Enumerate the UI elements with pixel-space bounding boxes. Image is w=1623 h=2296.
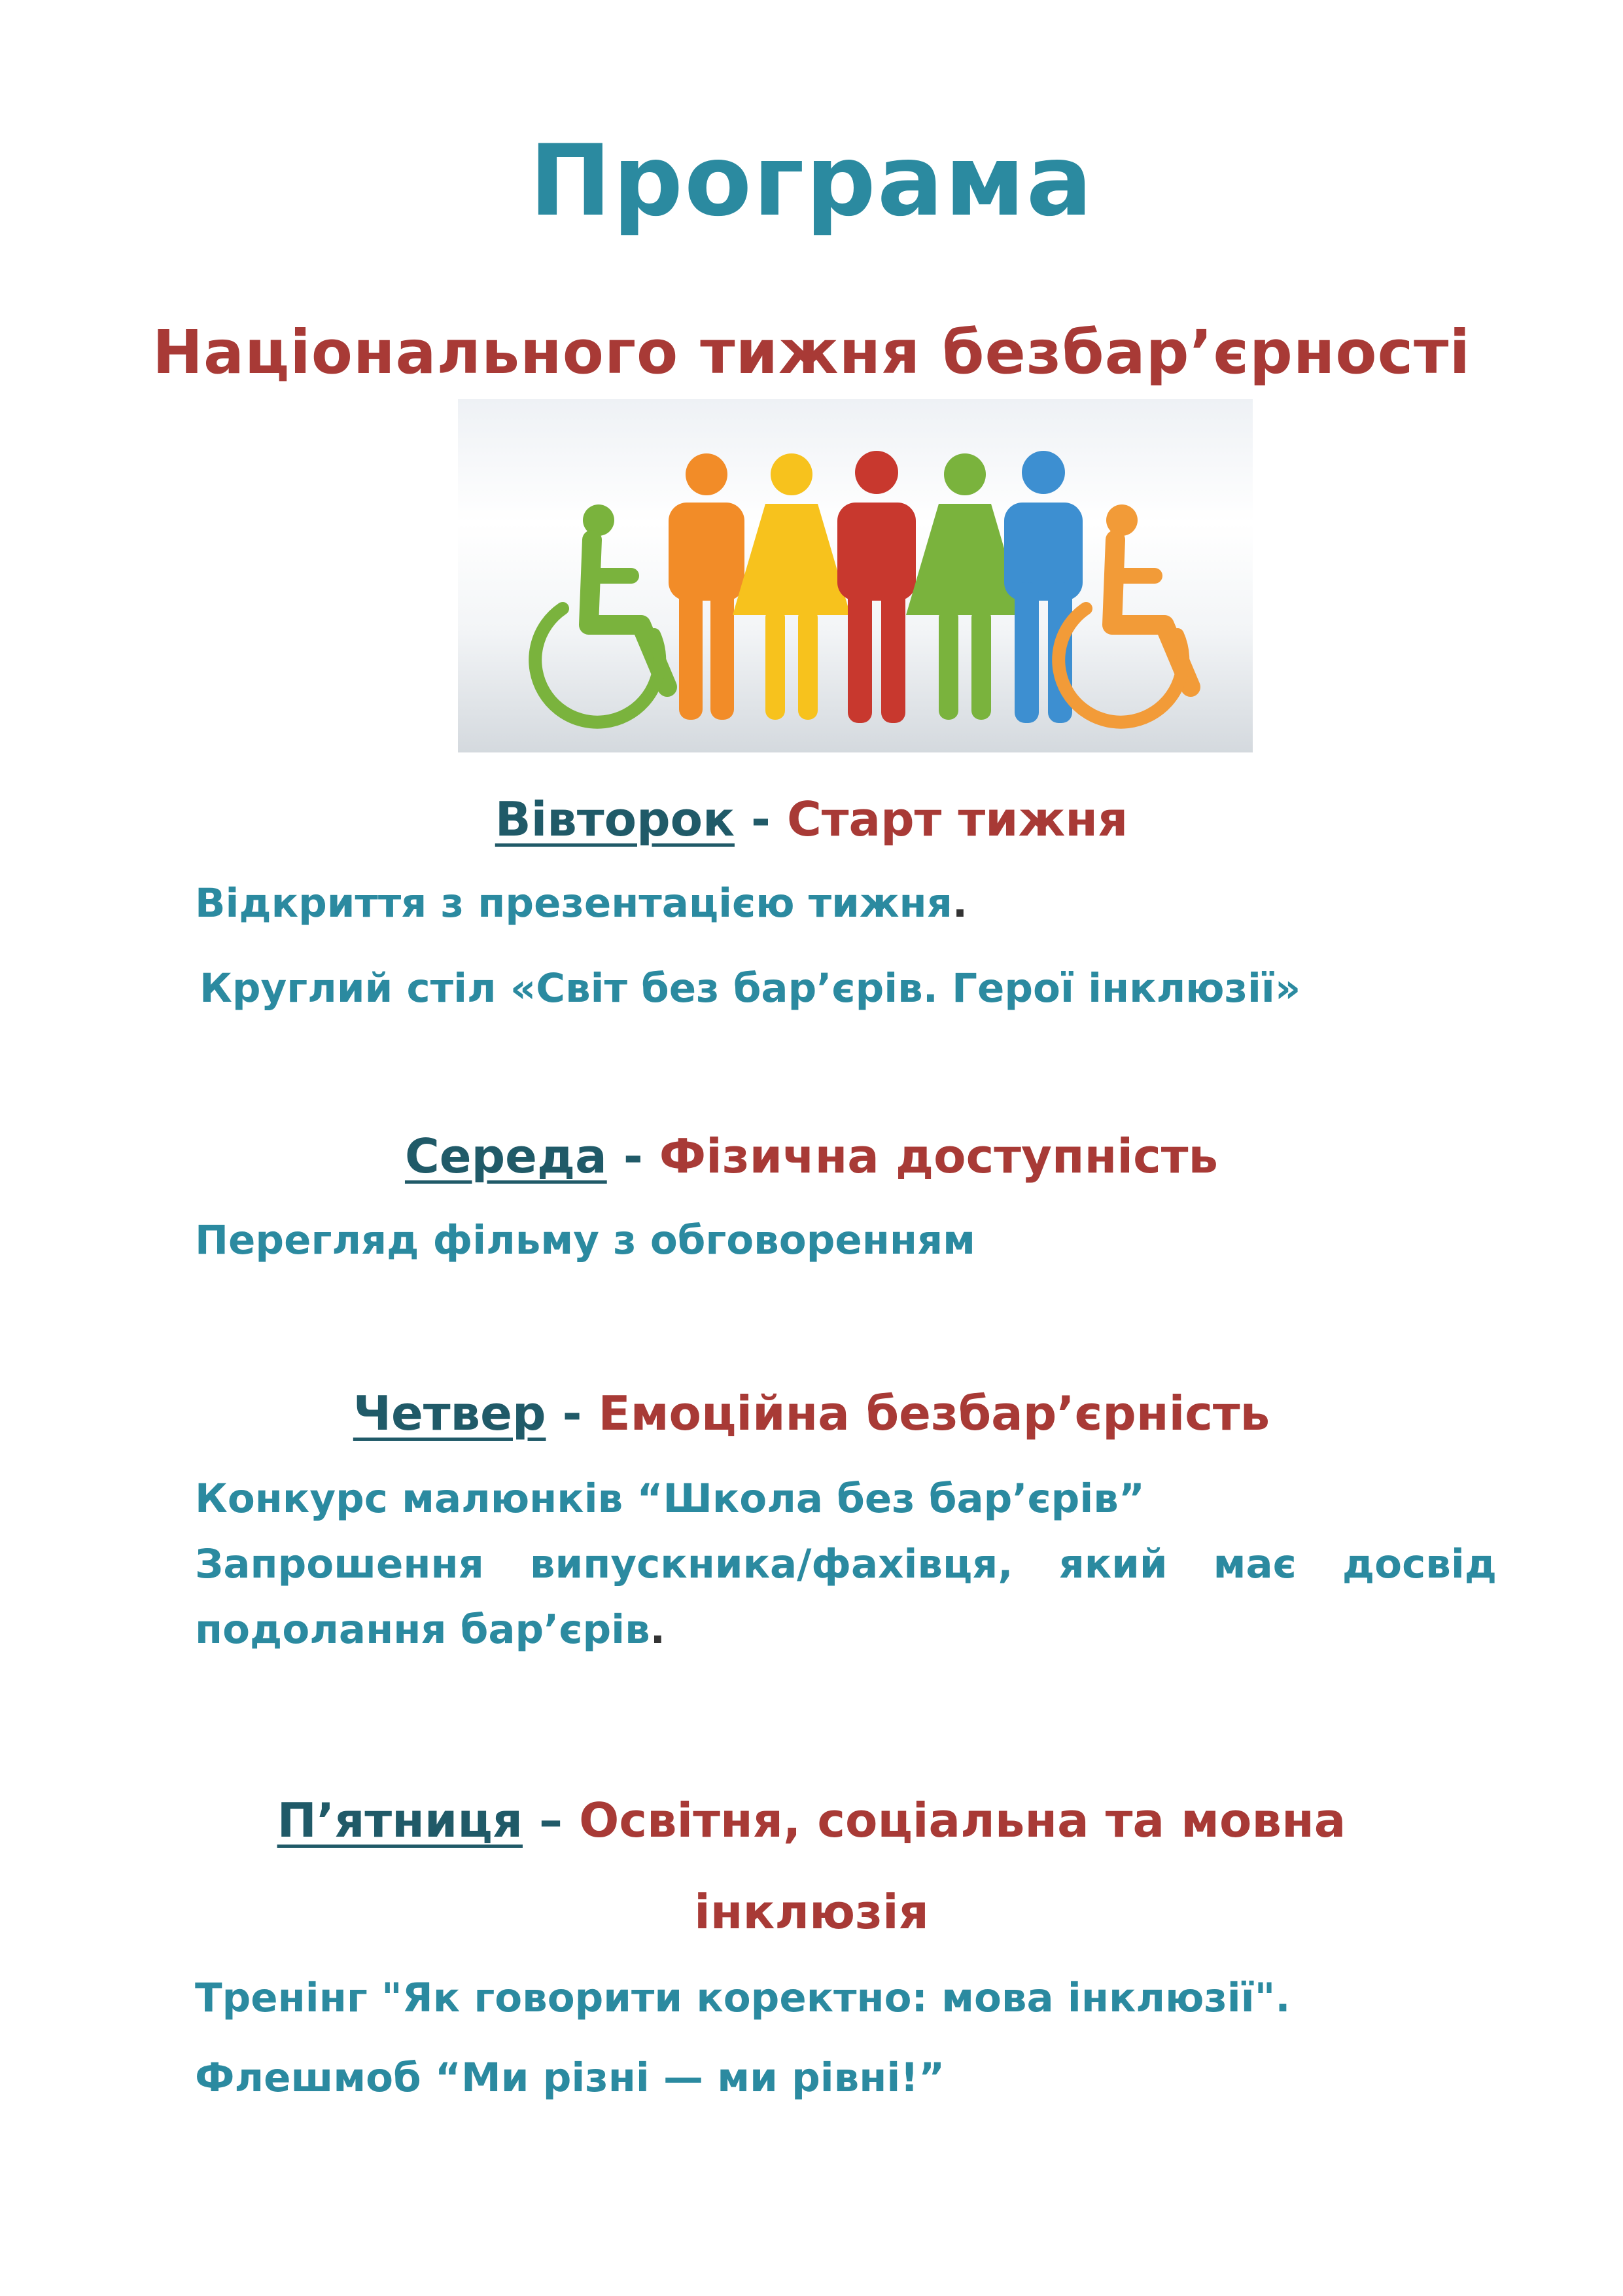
day-separator: - [734,792,787,847]
day-heading-wednesday [0,1129,1623,1184]
day-name: Четвер [353,1386,546,1441]
person-icon [733,453,850,720]
day-name: Вівторок [495,792,735,847]
list-item: Запрошення випускника/фахівця, який має досвід [195,1541,1497,1587]
list-item [195,1606,665,1653]
day-theme-continued: інклюзія [694,1884,929,1939]
day-theme: Старт тижня [786,792,1128,847]
list-item [195,880,968,927]
list-item: Перегляд фільму з обговоренням [195,1217,976,1263]
inclusion-banner-image [458,399,1253,752]
item-period: . [650,1606,665,1653]
page-subtitle: Національного тижня безбар’єрності [152,317,1471,387]
page-title: Програма [529,124,1094,238]
person-icon [837,451,916,723]
day-theme: Емоційна безбар’єрність [598,1386,1270,1441]
day-separator: – [522,1793,580,1848]
day-theme: Фізична доступність [659,1129,1219,1184]
people-figures-illustration [458,399,1253,752]
wheelchair-user-icon [535,504,667,722]
day-name: Середа [404,1129,607,1184]
person-icon [669,453,744,720]
person-icon [1004,451,1083,723]
list-item: Тренінг "Як говорити коректно: мова інклюзії". [195,1975,1291,2021]
item-period: . [952,880,968,927]
list-item: Конкурс малюнків “Школа без бар’єрів” [195,1475,1145,1522]
day-separator: - [606,1129,659,1184]
day-theme: Освітня, соціальна та мовна [579,1793,1346,1848]
day-heading-tuesday [0,792,1623,847]
list-item: Флешмоб “Ми різні — ми рівні!” [195,2055,945,2101]
day-heading-thursday [0,1386,1623,1441]
day-name: П’ятниця [277,1793,523,1848]
day-heading-friday [0,1793,1623,1848]
item-text: подолання бар’єрів [195,1606,650,1653]
list-item: Круглий стіл «Світ без бар’єрів. Герої інклюзії» [200,965,1301,1012]
item-text: Відкриття з презентацією тижня [195,880,952,927]
day-separator: - [546,1386,599,1441]
